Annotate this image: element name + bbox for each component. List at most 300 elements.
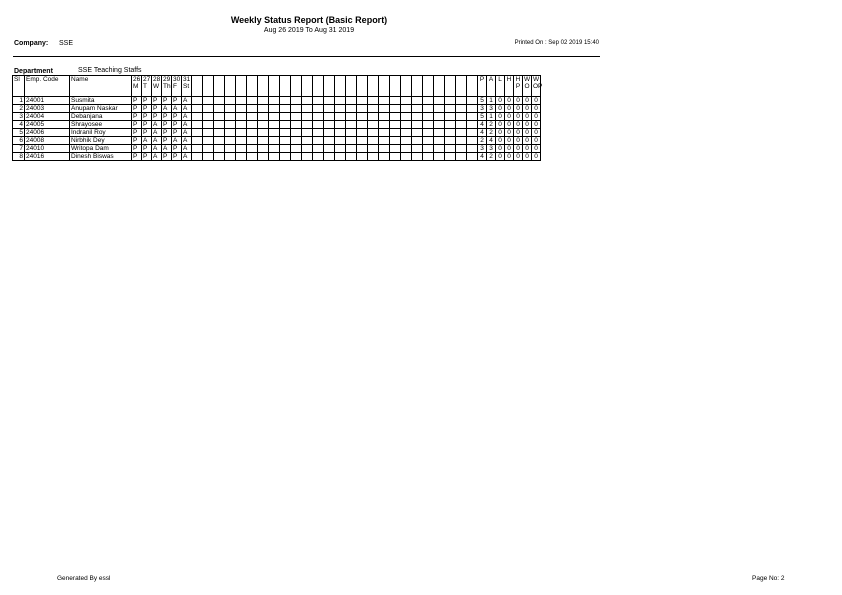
row-total: 0 bbox=[514, 121, 523, 129]
row-empty-cell bbox=[379, 105, 390, 113]
row-empty-cell bbox=[467, 97, 478, 105]
header-total-bottom: P bbox=[515, 83, 521, 90]
row-empty-cell bbox=[247, 105, 258, 113]
row-empty-cell bbox=[236, 153, 247, 161]
row-total: 0 bbox=[523, 129, 532, 137]
row-total: 0 bbox=[532, 153, 541, 161]
row-total: 0 bbox=[505, 97, 514, 105]
row-empty-cell bbox=[346, 153, 357, 161]
header-name: Name bbox=[70, 76, 132, 97]
row-empty-cell bbox=[423, 113, 434, 121]
header-empty-cell bbox=[302, 76, 313, 97]
row-empty-cell bbox=[203, 121, 214, 129]
row-empty-cell bbox=[236, 137, 247, 145]
row-total: 0 bbox=[496, 145, 505, 153]
row-name: Debanjana bbox=[70, 113, 132, 121]
table-row bbox=[13, 121, 541, 129]
row-empty-cell bbox=[280, 121, 291, 129]
row-empty-cell bbox=[247, 137, 258, 145]
row-empty-cell bbox=[467, 129, 478, 137]
header-empty-cell bbox=[203, 76, 214, 97]
header-empty-cell bbox=[456, 76, 467, 97]
row-total: 0 bbox=[505, 153, 514, 161]
row-empty-cell bbox=[346, 137, 357, 145]
row-day-status: A bbox=[152, 129, 162, 137]
row-empty-cell bbox=[434, 129, 445, 137]
row-empty-cell bbox=[203, 97, 214, 105]
row-empty-cell bbox=[214, 129, 225, 137]
row-total: 0 bbox=[532, 137, 541, 145]
row-total: 0 bbox=[523, 97, 532, 105]
row-empty-cell bbox=[324, 105, 335, 113]
row-empty-cell bbox=[335, 113, 346, 121]
row-empty-cell bbox=[401, 129, 412, 137]
row-empty-cell bbox=[390, 105, 401, 113]
row-emp-code: 24004 bbox=[25, 113, 70, 121]
row-empty-cell bbox=[214, 105, 225, 113]
row-empty-cell bbox=[280, 105, 291, 113]
row-empty-cell bbox=[203, 129, 214, 137]
row-sl: 8 bbox=[13, 153, 25, 161]
row-day-status: A bbox=[182, 153, 192, 161]
row-empty-cell bbox=[434, 113, 445, 121]
row-empty-cell bbox=[390, 121, 401, 129]
row-empty-cell bbox=[368, 153, 379, 161]
row-empty-cell bbox=[335, 121, 346, 129]
row-empty-cell bbox=[390, 97, 401, 105]
row-day-status: P bbox=[162, 121, 172, 129]
row-empty-cell bbox=[357, 121, 368, 129]
row-total: 2 bbox=[478, 137, 487, 145]
row-empty-cell bbox=[269, 121, 280, 129]
row-name: Nirbhik Dey bbox=[70, 137, 132, 145]
row-empty-cell bbox=[291, 97, 302, 105]
row-day-status: P bbox=[132, 145, 142, 153]
header-day-weekday: W bbox=[153, 83, 160, 90]
row-empty-cell bbox=[467, 153, 478, 161]
row-total: 0 bbox=[505, 105, 514, 113]
row-empty-cell bbox=[291, 137, 302, 145]
table-header-row bbox=[13, 76, 541, 97]
table-row bbox=[13, 145, 541, 153]
row-total: 0 bbox=[532, 113, 541, 121]
row-empty-cell bbox=[346, 129, 357, 137]
row-total: 1 bbox=[487, 113, 496, 121]
header-day-number: 28 bbox=[153, 76, 161, 83]
row-day-status: A bbox=[172, 137, 182, 145]
row-empty-cell bbox=[346, 105, 357, 113]
row-emp-code: 24008 bbox=[25, 137, 70, 145]
header-empty-cell bbox=[313, 76, 324, 97]
row-empty-cell bbox=[302, 97, 313, 105]
row-empty-cell bbox=[357, 105, 368, 113]
header-day bbox=[182, 76, 192, 97]
header-empty-cell bbox=[324, 76, 335, 97]
row-empty-cell bbox=[313, 105, 324, 113]
row-empty-cell bbox=[423, 105, 434, 113]
row-empty-cell bbox=[390, 129, 401, 137]
row-empty-cell bbox=[335, 105, 346, 113]
row-empty-cell bbox=[401, 105, 412, 113]
row-empty-cell bbox=[401, 137, 412, 145]
row-empty-cell bbox=[225, 129, 236, 137]
row-total: 5 bbox=[478, 97, 487, 105]
row-day-status: P bbox=[132, 105, 142, 113]
header-day bbox=[162, 76, 172, 97]
row-name: Shrayosee bbox=[70, 121, 132, 129]
row-empty-cell bbox=[313, 129, 324, 137]
row-empty-cell bbox=[203, 105, 214, 113]
header-day-number: 27 bbox=[143, 76, 151, 83]
row-empty-cell bbox=[302, 145, 313, 153]
row-empty-cell bbox=[346, 97, 357, 105]
row-day-status: A bbox=[162, 145, 172, 153]
row-day-status: P bbox=[142, 121, 152, 129]
row-empty-cell bbox=[203, 145, 214, 153]
row-empty-cell bbox=[291, 145, 302, 153]
row-empty-cell bbox=[236, 129, 247, 137]
row-empty-cell bbox=[291, 129, 302, 137]
row-empty-cell bbox=[390, 153, 401, 161]
generated-by: Generated By essl bbox=[57, 575, 111, 582]
row-day-status: A bbox=[182, 113, 192, 121]
row-empty-cell bbox=[203, 113, 214, 121]
row-empty-cell bbox=[269, 145, 280, 153]
row-day-status: P bbox=[162, 113, 172, 121]
row-total: 0 bbox=[505, 137, 514, 145]
row-day-status: A bbox=[182, 97, 192, 105]
header-empty-cell bbox=[346, 76, 357, 97]
row-empty-cell bbox=[291, 153, 302, 161]
row-empty-cell bbox=[456, 137, 467, 145]
header-sl: Sl bbox=[13, 76, 25, 97]
row-empty-cell bbox=[313, 153, 324, 161]
row-sl: 5 bbox=[13, 129, 25, 137]
row-empty-cell bbox=[225, 145, 236, 153]
row-empty-cell bbox=[412, 129, 423, 137]
header-total bbox=[487, 76, 496, 97]
row-empty-cell bbox=[423, 145, 434, 153]
row-empty-cell bbox=[357, 145, 368, 153]
header-empty-cell bbox=[390, 76, 401, 97]
row-name: Writopa Dam bbox=[70, 145, 132, 153]
row-total: 0 bbox=[514, 129, 523, 137]
row-empty-cell bbox=[467, 145, 478, 153]
row-empty-cell bbox=[379, 129, 390, 137]
row-day-status: A bbox=[152, 137, 162, 145]
row-day-status: P bbox=[162, 137, 172, 145]
row-empty-cell bbox=[247, 113, 258, 121]
row-empty-cell bbox=[192, 97, 203, 105]
row-empty-cell bbox=[412, 121, 423, 129]
row-empty-cell bbox=[423, 153, 434, 161]
table-row bbox=[13, 129, 541, 137]
row-empty-cell bbox=[269, 113, 280, 121]
row-total: 0 bbox=[523, 105, 532, 113]
row-empty-cell bbox=[258, 137, 269, 145]
row-empty-cell bbox=[269, 153, 280, 161]
row-name: Dinesh Biswas bbox=[70, 153, 132, 161]
row-empty-cell bbox=[368, 129, 379, 137]
header-empty-cell bbox=[269, 76, 280, 97]
row-empty-cell bbox=[280, 137, 291, 145]
row-empty-cell bbox=[192, 137, 203, 145]
row-total: 0 bbox=[496, 137, 505, 145]
row-empty-cell bbox=[280, 97, 291, 105]
printed-on: Printed On : Sep 02 2019 15:40 bbox=[514, 40, 599, 46]
row-empty-cell bbox=[269, 97, 280, 105]
header-empty-cell bbox=[258, 76, 269, 97]
row-total: 0 bbox=[523, 145, 532, 153]
row-empty-cell bbox=[423, 137, 434, 145]
row-empty-cell bbox=[302, 153, 313, 161]
row-day-status: P bbox=[142, 105, 152, 113]
row-emp-code: 24006 bbox=[25, 129, 70, 137]
row-empty-cell bbox=[324, 97, 335, 105]
row-empty-cell bbox=[291, 105, 302, 113]
header-day bbox=[132, 76, 142, 97]
header-total-top: L bbox=[498, 76, 502, 83]
header-empty-cell bbox=[214, 76, 225, 97]
row-empty-cell bbox=[236, 113, 247, 121]
row-name: Indranil Roy bbox=[70, 129, 132, 137]
attendance-table bbox=[12, 75, 541, 161]
row-empty-cell bbox=[225, 97, 236, 105]
row-sl: 6 bbox=[13, 137, 25, 145]
row-empty-cell bbox=[214, 137, 225, 145]
row-empty-cell bbox=[346, 113, 357, 121]
row-total: 0 bbox=[532, 129, 541, 137]
row-empty-cell bbox=[225, 137, 236, 145]
table-row bbox=[13, 137, 541, 145]
row-empty-cell bbox=[280, 153, 291, 161]
row-empty-cell bbox=[456, 153, 467, 161]
row-day-status: A bbox=[182, 145, 192, 153]
table-row bbox=[13, 97, 541, 105]
row-total: 0 bbox=[505, 113, 514, 121]
row-day-status: P bbox=[172, 145, 182, 153]
row-empty-cell bbox=[247, 129, 258, 137]
row-day-status: A bbox=[152, 145, 162, 153]
row-empty-cell bbox=[258, 145, 269, 153]
row-day-status: P bbox=[132, 137, 142, 145]
row-empty-cell bbox=[324, 145, 335, 153]
row-empty-cell bbox=[390, 137, 401, 145]
header-empty-cell bbox=[423, 76, 434, 97]
row-empty-cell bbox=[313, 121, 324, 129]
row-total: 0 bbox=[496, 97, 505, 105]
row-empty-cell bbox=[214, 145, 225, 153]
row-total: 0 bbox=[523, 137, 532, 145]
row-total: 0 bbox=[496, 105, 505, 113]
row-total: 0 bbox=[532, 145, 541, 153]
header-empty-cell bbox=[357, 76, 368, 97]
header-empty-cell bbox=[225, 76, 236, 97]
department-name: SSE Teaching Staffs bbox=[78, 67, 142, 74]
row-empty-cell bbox=[302, 137, 313, 145]
row-empty-cell bbox=[280, 113, 291, 121]
row-empty-cell bbox=[258, 105, 269, 113]
page-number: Page No: 2 bbox=[752, 575, 785, 582]
row-emp-code: 24005 bbox=[25, 121, 70, 129]
header-day-number: 29 bbox=[163, 76, 171, 83]
row-total: 0 bbox=[514, 113, 523, 121]
row-empty-cell bbox=[434, 137, 445, 145]
header-day-weekday: Th bbox=[163, 83, 171, 90]
row-empty-cell bbox=[423, 121, 434, 129]
row-empty-cell bbox=[445, 145, 456, 153]
row-total: 0 bbox=[532, 97, 541, 105]
row-empty-cell bbox=[225, 153, 236, 161]
row-day-status: A bbox=[182, 105, 192, 113]
row-sl: 7 bbox=[13, 145, 25, 153]
row-empty-cell bbox=[434, 105, 445, 113]
row-total: 2 bbox=[487, 121, 496, 129]
row-total: 3 bbox=[487, 145, 496, 153]
table-row bbox=[13, 113, 541, 121]
row-empty-cell bbox=[214, 97, 225, 105]
header-total-bottom: O bbox=[524, 83, 530, 90]
row-empty-cell bbox=[258, 97, 269, 105]
row-day-status: P bbox=[132, 113, 142, 121]
row-empty-cell bbox=[357, 129, 368, 137]
row-empty-cell bbox=[335, 137, 346, 145]
row-empty-cell bbox=[423, 129, 434, 137]
row-emp-code: 24003 bbox=[25, 105, 70, 113]
row-empty-cell bbox=[236, 97, 247, 105]
row-empty-cell bbox=[412, 105, 423, 113]
row-total: 0 bbox=[523, 113, 532, 121]
row-day-status: A bbox=[152, 153, 162, 161]
row-empty-cell bbox=[291, 113, 302, 121]
row-day-status: A bbox=[182, 121, 192, 129]
row-empty-cell bbox=[434, 121, 445, 129]
row-day-status: P bbox=[142, 153, 152, 161]
row-empty-cell bbox=[247, 153, 258, 161]
row-empty-cell bbox=[280, 129, 291, 137]
row-empty-cell bbox=[434, 97, 445, 105]
row-day-status: A bbox=[172, 105, 182, 113]
row-empty-cell bbox=[379, 97, 390, 105]
row-day-status: A bbox=[152, 121, 162, 129]
row-empty-cell bbox=[379, 113, 390, 121]
row-empty-cell bbox=[258, 129, 269, 137]
table-row bbox=[13, 153, 541, 161]
row-sl: 4 bbox=[13, 121, 25, 129]
row-empty-cell bbox=[445, 121, 456, 129]
row-empty-cell bbox=[247, 145, 258, 153]
header-day-number: 31 bbox=[183, 76, 191, 83]
row-day-status: A bbox=[182, 137, 192, 145]
row-empty-cell bbox=[236, 145, 247, 153]
row-day-status: P bbox=[162, 97, 172, 105]
header-day-number: 30 bbox=[173, 76, 181, 83]
header-divider bbox=[13, 56, 600, 57]
row-emp-code: 24016 bbox=[25, 153, 70, 161]
row-sl: 1 bbox=[13, 97, 25, 105]
row-empty-cell bbox=[434, 153, 445, 161]
header-total-top: W bbox=[533, 76, 540, 83]
row-empty-cell bbox=[324, 153, 335, 161]
row-day-status: P bbox=[162, 129, 172, 137]
header-total-bottom: OP bbox=[533, 83, 543, 90]
row-empty-cell bbox=[445, 153, 456, 161]
header-total-top: H bbox=[515, 76, 521, 83]
row-empty-cell bbox=[225, 105, 236, 113]
row-empty-cell bbox=[390, 145, 401, 153]
row-empty-cell bbox=[456, 145, 467, 153]
row-empty-cell bbox=[445, 105, 456, 113]
row-empty-cell bbox=[456, 113, 467, 121]
row-day-status: P bbox=[142, 145, 152, 153]
header-empty-cell bbox=[291, 76, 302, 97]
row-empty-cell bbox=[192, 121, 203, 129]
header-total bbox=[532, 76, 541, 97]
row-total: 0 bbox=[496, 153, 505, 161]
row-empty-cell bbox=[412, 145, 423, 153]
row-empty-cell bbox=[313, 97, 324, 105]
row-empty-cell bbox=[203, 137, 214, 145]
row-day-status: A bbox=[142, 137, 152, 145]
header-empty-cell bbox=[280, 76, 291, 97]
header-total-top: H bbox=[506, 76, 512, 83]
table-row bbox=[13, 105, 541, 113]
row-empty-cell bbox=[368, 105, 379, 113]
row-total: 0 bbox=[532, 121, 541, 129]
row-total: 0 bbox=[505, 121, 514, 129]
row-total: 0 bbox=[523, 153, 532, 161]
row-day-status: P bbox=[132, 97, 142, 105]
row-day-status: P bbox=[142, 113, 152, 121]
row-name: Anupam Naskar bbox=[70, 105, 132, 113]
row-empty-cell bbox=[324, 121, 335, 129]
row-empty-cell bbox=[357, 97, 368, 105]
row-total: 0 bbox=[514, 97, 523, 105]
row-empty-cell bbox=[401, 153, 412, 161]
row-total: 5 bbox=[478, 113, 487, 121]
row-empty-cell bbox=[192, 113, 203, 121]
row-empty-cell bbox=[247, 121, 258, 129]
row-empty-cell bbox=[335, 145, 346, 153]
header-day-weekday: M bbox=[133, 83, 139, 90]
row-total: 0 bbox=[514, 137, 523, 145]
header-total-top: P bbox=[479, 76, 485, 83]
row-total: 3 bbox=[478, 105, 487, 113]
row-empty-cell bbox=[412, 97, 423, 105]
header-day-weekday: St bbox=[183, 83, 190, 90]
header-empty-cell bbox=[445, 76, 456, 97]
row-day-status: P bbox=[172, 129, 182, 137]
row-total: 0 bbox=[532, 105, 541, 113]
row-empty-cell bbox=[434, 145, 445, 153]
row-empty-cell bbox=[258, 153, 269, 161]
row-empty-cell bbox=[225, 113, 236, 121]
row-empty-cell bbox=[357, 113, 368, 121]
row-emp-code: 24010 bbox=[25, 145, 70, 153]
report-title: Weekly Status Report (Basic Report) bbox=[230, 15, 388, 25]
header-total bbox=[505, 76, 514, 97]
row-empty-cell bbox=[379, 145, 390, 153]
row-total: 3 bbox=[487, 105, 496, 113]
header-total bbox=[514, 76, 523, 97]
row-empty-cell bbox=[214, 121, 225, 129]
row-day-status: P bbox=[162, 153, 172, 161]
row-empty-cell bbox=[401, 121, 412, 129]
row-empty-cell bbox=[368, 113, 379, 121]
row-total: 4 bbox=[478, 153, 487, 161]
row-day-status: P bbox=[152, 113, 162, 121]
row-empty-cell bbox=[423, 97, 434, 105]
